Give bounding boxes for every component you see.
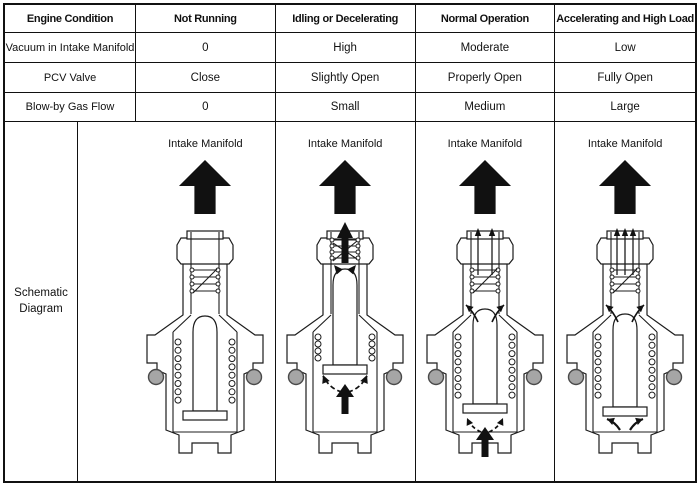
schematic-cell-accelerating	[555, 122, 695, 481]
table-cell: 0	[136, 93, 276, 122]
table-cell: Large	[555, 93, 695, 122]
header-engine-condition: Engine Condition	[5, 5, 136, 33]
table-cell: Low	[555, 33, 695, 63]
schematic-cell-not-running	[136, 122, 276, 481]
pcv-valve-diagram-slightly-open	[276, 219, 415, 459]
pcv-valve-diagram-properly-open	[416, 219, 555, 459]
row-label-vacuum: Vacuum in Intake Manifold	[5, 33, 136, 63]
intake-manifold-label: Intake Manifold	[447, 138, 523, 150]
table-cell: Close	[136, 63, 276, 93]
operation-table	[3, 3, 697, 483]
intake-manifold-label: Intake Manifold	[587, 138, 663, 150]
row-label-blow-by: Blow-by Gas Flow	[5, 93, 136, 122]
table-cell: Medium	[416, 93, 556, 122]
header-normal-operation: Normal Operation	[416, 5, 556, 33]
pcv-valve-diagram-closed	[136, 219, 275, 459]
table-cell: Small	[276, 93, 416, 122]
intake-flow-arrow-icon	[178, 159, 232, 215]
header-idling-decelerating: Idling or Decelerating	[276, 5, 416, 33]
table-cell: Moderate	[416, 33, 556, 63]
table-cell: Fully Open	[555, 63, 695, 93]
pcv-valve-diagram-fully-open	[555, 219, 695, 459]
intake-flow-arrow-icon	[598, 159, 652, 215]
header-accelerating-high-load: Accelerating and High Load	[555, 5, 695, 33]
table-cell: 0	[136, 33, 276, 63]
intake-flow-arrow-icon	[318, 159, 372, 215]
table-cell: High	[276, 33, 416, 63]
row-label-pcv-valve: PCV Valve	[5, 63, 136, 93]
row-label-schematic-diagram: Schematic Diagram	[5, 122, 78, 481]
schematic-cell-normal	[416, 122, 556, 481]
table-cell: Slightly Open	[276, 63, 416, 93]
intake-flow-arrow-icon	[458, 159, 512, 215]
schematic-cell-idling	[276, 122, 416, 481]
table-cell: Properly Open	[416, 63, 556, 93]
intake-manifold-label: Intake Manifold	[168, 138, 243, 150]
header-not-running: Not Running	[136, 5, 276, 33]
intake-manifold-label: Intake Manifold	[307, 138, 383, 150]
